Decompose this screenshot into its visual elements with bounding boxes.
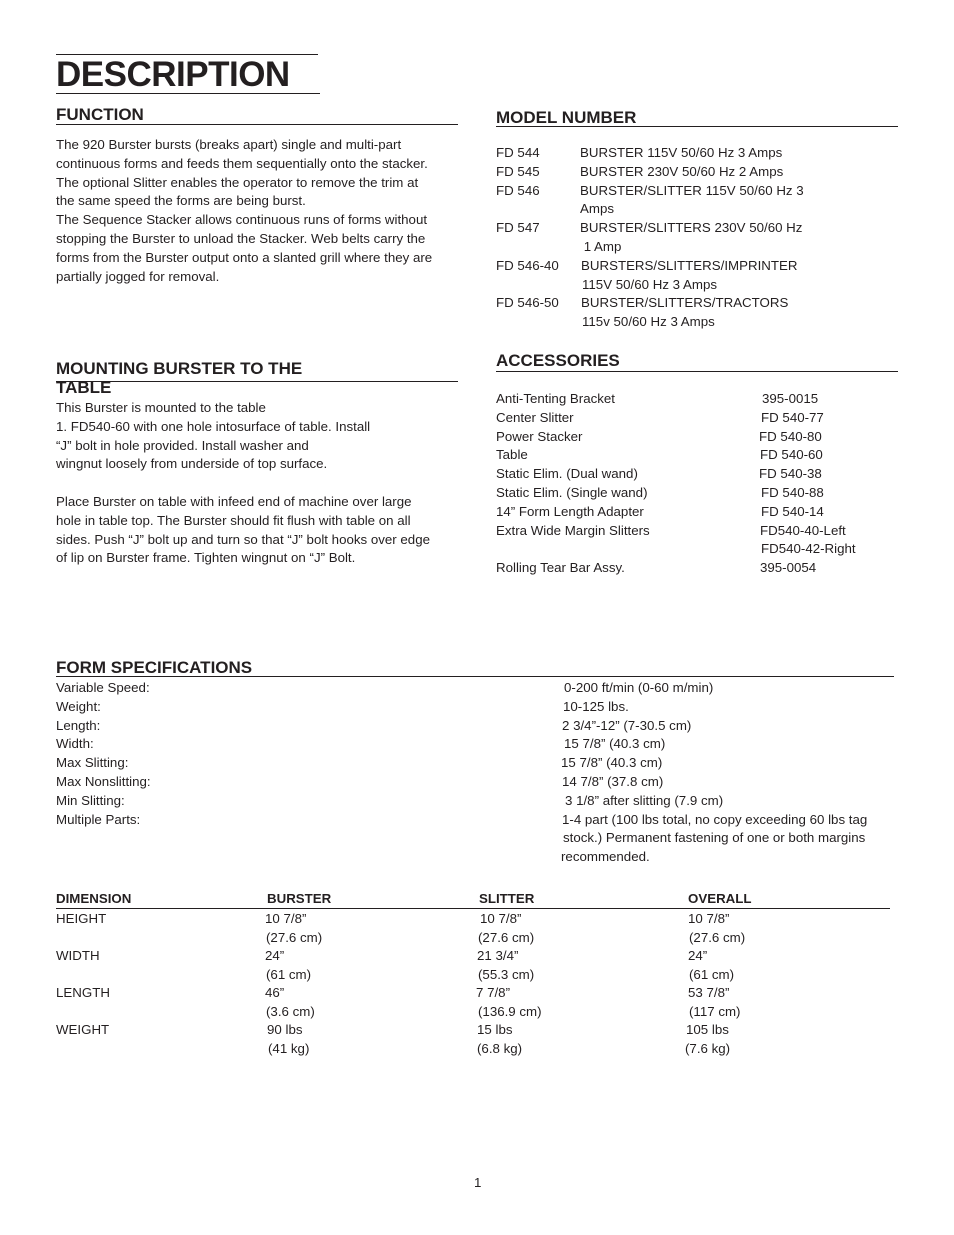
burster-header: BURSTER [267, 891, 332, 906]
model-description: BURSTER/SLITTERS/TRACTORS [581, 295, 789, 311]
accessory-row [496, 540, 896, 559]
burster-value: 24” [265, 948, 285, 963]
function-line: The optional Slitter enables the operator to remove the trim at [56, 174, 419, 190]
function-line: The Sequence Stacker allows continuous runs of forms without [56, 212, 428, 228]
table-row [56, 947, 892, 966]
model-description: BURSTER/SLITTERS 230V 50/60 Hz [580, 220, 803, 236]
form-specs-heading: FORM SPECIFICATIONS [56, 658, 253, 677]
spec-value: 2 3/4”-12” (7-30.5 cm) [562, 717, 692, 733]
burster-value: 46” [265, 985, 285, 1000]
spec-value: 0-200 ft/min (0-60 m/min) [564, 680, 714, 695]
model-code: FD 546-40 [496, 257, 559, 273]
model-code: FD 547 [496, 220, 540, 236]
accessory-name: Power Stacker [496, 428, 583, 444]
spec-label: Min Slitting: [56, 792, 125, 808]
model-code: FD 545 [496, 163, 540, 179]
table-row [56, 966, 892, 985]
spec-label: Max Nonslitting: [56, 773, 151, 789]
overall-value: 53 7/8” [688, 985, 730, 1000]
slitter-value: (136.9 cm) [478, 1003, 542, 1019]
model-description: BURSTERS/SLITTERS/IMPRINTER [581, 257, 798, 273]
dimension-label: LENGTH [56, 985, 110, 1000]
mounting-line: 1. FD540-60 with one hole intosurface of table. Install [56, 418, 371, 434]
function-line: stopping the Burster to unload the Stacker. Web belts carry the [56, 230, 426, 246]
overall-value: (27.6 cm) [689, 929, 746, 945]
accessory-part: FD 540-88 [761, 484, 824, 500]
model-description: BURSTER 230V 50/60 Hz 2 Amps [580, 163, 784, 179]
slitter-value: 10 7/8” [480, 911, 522, 926]
dimension-rows [56, 910, 892, 1058]
function-line: partially jogged for removal. [56, 268, 220, 284]
spec-value: 3 1/8” after slitting (7.9 cm) [565, 792, 724, 808]
overall-value: 24” [688, 948, 708, 963]
accessory-part: FD540-40-Left [760, 522, 846, 538]
spec-value: 15 7/8” (40.3 cm) [561, 755, 663, 771]
accessory-name: 14” Form Length Adapter [496, 503, 644, 519]
table-row [56, 984, 892, 1003]
spec-row [56, 792, 896, 811]
burster-value: (61 cm) [266, 966, 312, 982]
dimension-label: HEIGHT [56, 911, 107, 926]
slitter-header: SLITTER [479, 891, 535, 906]
spec-row [56, 773, 896, 792]
page-title: DESCRIPTION [56, 55, 290, 94]
mounting-heading-line1: MOUNTING BURSTER TO THE [56, 359, 303, 378]
model-row [496, 219, 896, 238]
accessory-part: FD 540-14 [761, 503, 824, 519]
accessory-part: FD540-42-Right [761, 541, 856, 557]
accessory-name: Table [496, 447, 528, 463]
accessory-row [496, 484, 896, 503]
mounting-line: hole in table top. The Burster should fit flush with table on all [56, 512, 411, 528]
burster-value: 90 lbs [267, 1022, 303, 1037]
spec-label: Width: [56, 736, 94, 752]
mounting-text [56, 399, 466, 568]
spec-row [56, 811, 896, 830]
function-heading-rule [56, 124, 458, 125]
dimension-label: WIDTH [56, 948, 100, 963]
dimension-label: WEIGHT [56, 1022, 110, 1037]
table-row [56, 929, 892, 948]
table-row [56, 1003, 892, 1022]
mounting-line: Place Burster on table with infeed end of machine over large [56, 493, 412, 509]
mounting-line: This Burster is mounted to the table [56, 400, 266, 415]
function-heading: FUNCTION [56, 105, 144, 124]
accessory-row [496, 409, 896, 428]
page-number: 1 [474, 1175, 482, 1190]
accessories-list [496, 390, 896, 578]
title-bottom-rule [56, 93, 320, 94]
slitter-value: 7 7/8” [476, 985, 511, 1000]
mounting-heading-rule [56, 381, 458, 382]
accessory-row [496, 503, 896, 522]
spec-value: 14 7/8” (37.8 cm) [562, 773, 664, 789]
accessory-part: 395-0015 [762, 391, 819, 406]
form-specs-list [56, 679, 896, 867]
mounting-heading-line2: TABLE [56, 378, 112, 397]
slitter-value: (27.6 cm) [478, 929, 535, 945]
accessory-row [496, 522, 896, 541]
mounting-line: “J” bolt in hole provided. Install washer and [56, 437, 309, 453]
form-specs-heading-rule [56, 676, 894, 677]
spec-label: Weight: [56, 698, 101, 714]
spec-row [56, 698, 896, 717]
spec-label: Variable Speed: [56, 680, 150, 695]
burster-value: (27.6 cm) [266, 929, 323, 945]
model-description: Amps [580, 201, 614, 217]
accessory-row [496, 559, 896, 578]
accessory-row [496, 428, 896, 447]
model-code: FD 546-50 [496, 295, 559, 311]
accessory-row [496, 446, 896, 465]
dimension-header-rule [56, 908, 890, 909]
overall-value: (61 cm) [689, 966, 735, 982]
accessory-part: FD 540-80 [759, 428, 822, 444]
model-row [496, 144, 896, 163]
burster-value: (41 kg) [268, 1040, 310, 1056]
function-line: forms from the Burster output onto a slanted grill where they are [56, 249, 433, 265]
model-description: BURSTER/SLITTER 115V 50/60 Hz 3 [580, 182, 804, 198]
slitter-value: 15 lbs [477, 1022, 513, 1037]
overall-value: 105 lbs [686, 1022, 729, 1037]
model-number-heading-rule [496, 126, 898, 127]
model-code: FD 544 [496, 145, 540, 160]
spec-row [56, 848, 896, 867]
model-row [496, 163, 896, 182]
model-row [496, 257, 896, 276]
function-line: continuous forms and feeds them sequentially onto the stacker. [56, 155, 428, 171]
burster-value: (3.6 cm) [266, 1003, 315, 1019]
table-row [56, 910, 892, 929]
accessory-name: Static Elim. (Dual wand) [496, 466, 638, 482]
model-description: BURSTER 115V 50/60 Hz 3 Amps [580, 145, 783, 160]
accessory-row [496, 390, 896, 409]
model-number-list [496, 144, 896, 332]
spec-value: 15 7/8” (40.3 cm) [564, 736, 666, 752]
spec-row [56, 735, 896, 754]
spec-row [56, 829, 896, 848]
model-row [496, 294, 896, 313]
slitter-value: (55.3 cm) [478, 966, 535, 982]
spec-value: 1-4 part (100 lbs total, no copy exceeding 60 lbs tag [562, 811, 868, 827]
spec-value: stock.) Permanent fastening of one or both margins [563, 830, 866, 846]
accessory-part: FD 540-77 [761, 409, 824, 425]
function-text [56, 136, 466, 286]
function-line: The 920 Burster bursts (breaks apart) single and multi-part [56, 137, 402, 152]
overall-value: (117 cm) [689, 1003, 741, 1019]
accessory-part: FD 540-38 [759, 466, 822, 482]
mounting-line: of lip on Burster frame. Tighten wingnut on “J” Bolt. [56, 550, 356, 566]
accessories-heading-rule [496, 371, 898, 372]
overall-value: (7.6 kg) [685, 1040, 731, 1056]
burster-value: 10 7/8” [265, 911, 307, 926]
mounting-line: wingnut loosely from underside of top surface. [56, 456, 328, 472]
model-row [496, 276, 896, 295]
slitter-value: (6.8 kg) [477, 1040, 523, 1056]
model-description: 115V 50/60 Hz 3 Amps [582, 276, 718, 292]
table-row [56, 1021, 892, 1040]
overall-header: OVERALL [688, 891, 752, 906]
function-line: the same speed the forms are being burst. [56, 193, 306, 209]
accessory-name: Static Elim. (Single wand) [496, 484, 648, 500]
accessories-heading: ACCESSORIES [496, 351, 620, 370]
spec-row [56, 679, 896, 698]
dimension-header-row [56, 889, 892, 908]
model-row [496, 313, 896, 332]
model-row [496, 200, 896, 219]
model-description: 115v 50/60 Hz 3 Amps [582, 314, 715, 330]
table-row [56, 1040, 892, 1059]
model-number-heading: MODEL NUMBER [496, 108, 637, 127]
accessory-part: FD 540-60 [760, 447, 823, 463]
accessory-name: Rolling Tear Bar Assy. [496, 560, 625, 576]
mounting-line [56, 474, 466, 493]
accessory-name: Center Slitter [496, 409, 574, 425]
spec-label: Length: [56, 717, 101, 733]
accessory-row [496, 465, 896, 484]
spec-row [56, 754, 896, 773]
accessory-name: Anti-Tenting Bracket [496, 391, 615, 406]
spec-label: Multiple Parts: [56, 811, 141, 827]
overall-value: 10 7/8” [688, 911, 730, 926]
spec-label: Max Slitting: [56, 755, 129, 771]
model-description: 1 Amp [580, 238, 622, 254]
model-row [496, 238, 896, 257]
spec-value: 10-125 lbs. [563, 698, 629, 714]
mounting-line: sides. Push “J” bolt up and turn so that “J” bolt hooks over edge [56, 531, 430, 547]
mounting-heading [56, 359, 302, 397]
dimension-header: DIMENSION [56, 891, 132, 906]
spec-row [56, 717, 896, 736]
slitter-value: 21 3/4” [477, 948, 519, 963]
spec-value: recommended. [561, 849, 650, 865]
model-code: FD 546 [496, 182, 540, 198]
model-row [496, 182, 896, 201]
accessory-name: Extra Wide Margin Slitters [496, 522, 650, 538]
accessory-part: 395-0054 [760, 560, 817, 576]
